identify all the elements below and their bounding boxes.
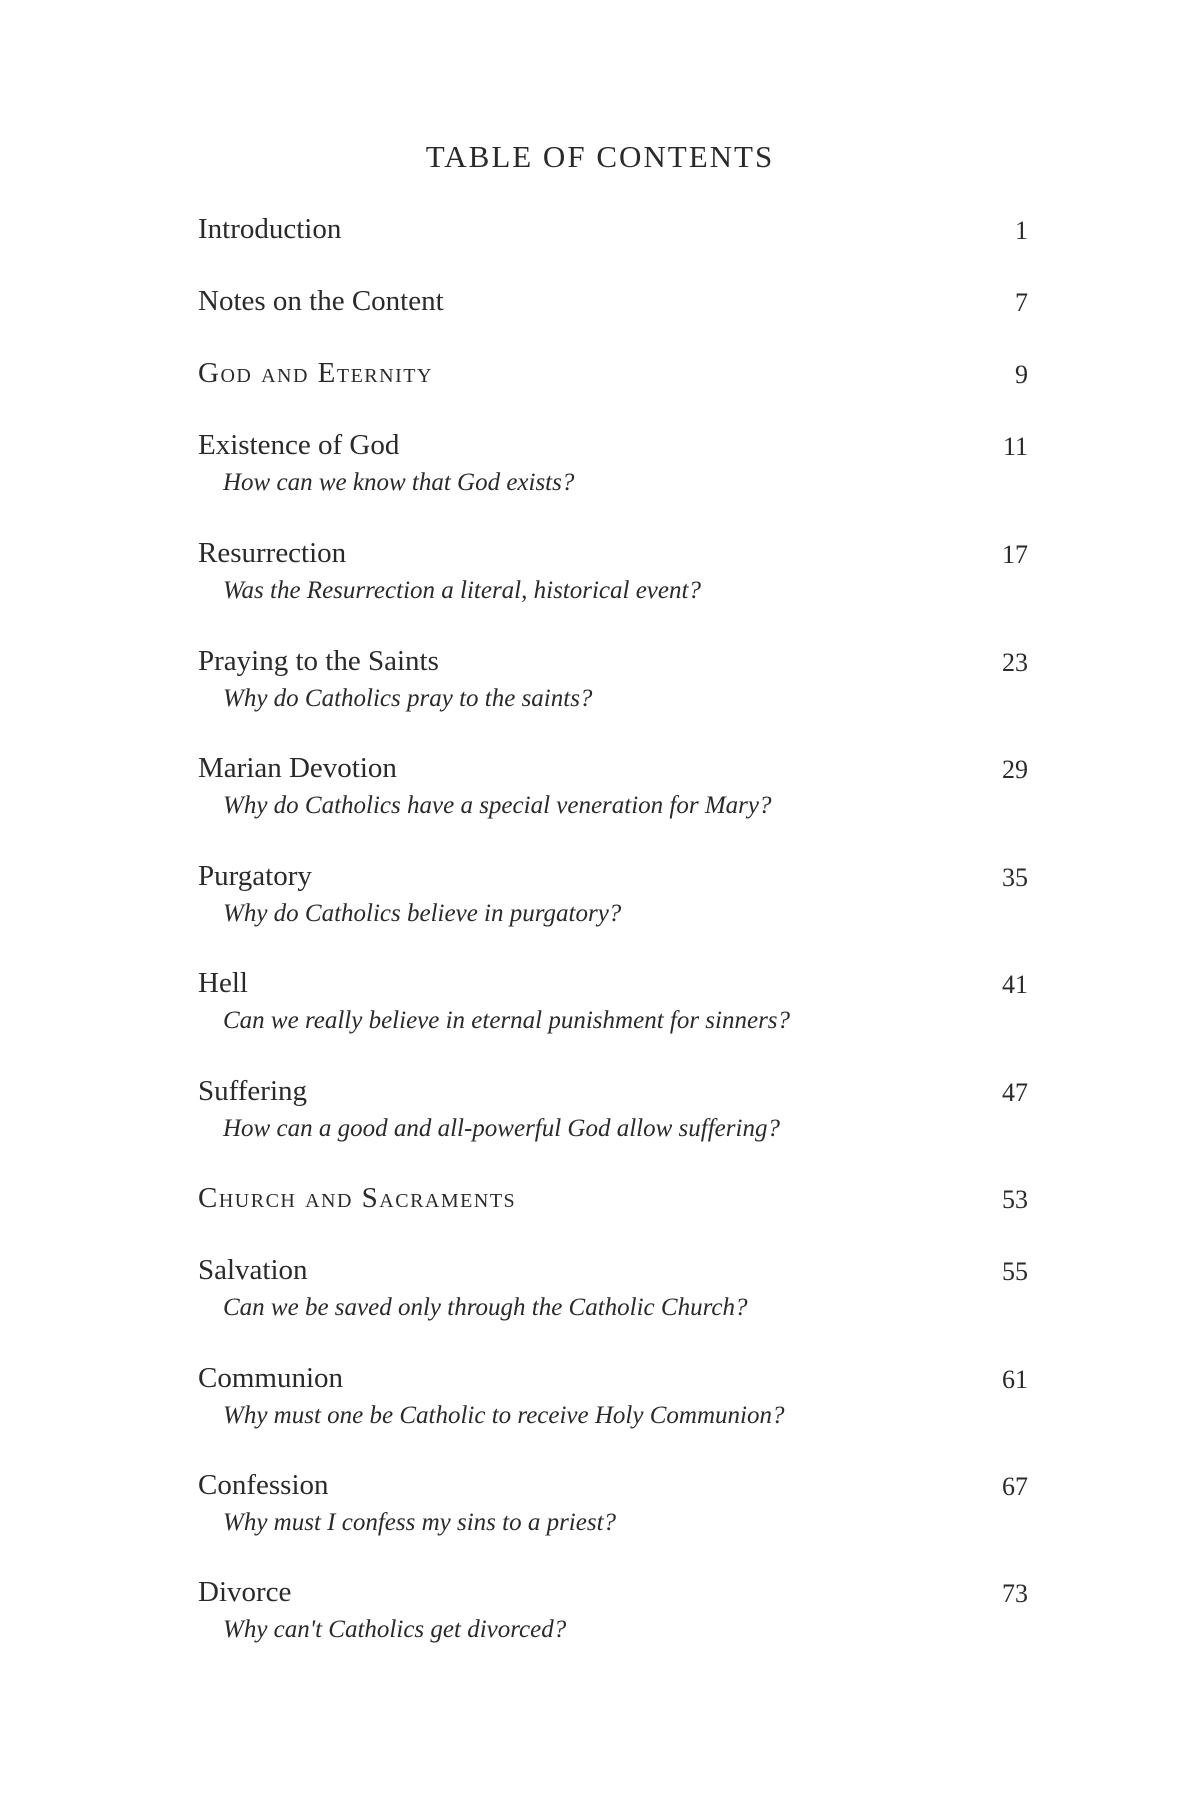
entry-title: Existence of God [198, 429, 400, 461]
entry-title: Purgatory [198, 860, 312, 892]
toc-entry [198, 859, 1028, 929]
entry-page-number: 67 [1002, 1472, 1028, 1501]
toc-entry [198, 1575, 1028, 1645]
entry-page-number: 17 [1002, 540, 1028, 569]
entry-question: Why do Catholics have a special veneration for Mary? [223, 792, 772, 819]
entry-question: Why must I confess my sins to a priest? [223, 1509, 617, 1536]
toc-entry [198, 428, 1028, 498]
entry-page-number: 47 [1002, 1078, 1028, 1107]
toc-section-heading [198, 1181, 1028, 1215]
toc-entry [198, 751, 1028, 821]
entry-question: Can we really believe in eternal punishment for sinners? [223, 1007, 791, 1034]
toc-entry [198, 1253, 1028, 1323]
entry-question: Can we be saved only through the Catholic Church? [223, 1294, 748, 1321]
entry-page-number: 41 [1002, 970, 1028, 999]
entry-question: Why do Catholics pray to the saints? [223, 685, 593, 712]
toc-list [198, 0, 1028, 1800]
entry-question: How can a good and all-powerful God allow suffering? [223, 1115, 780, 1142]
entry-title: Notes on the Content [198, 285, 444, 317]
entry-question: Why must one be Catholic to receive Holy Communion? [223, 1402, 785, 1429]
entry-title: Divorce [198, 1576, 292, 1608]
entry-title: Confession [198, 1469, 329, 1501]
entry-question: Why do Catholics believe in purgatory? [223, 900, 622, 927]
entry-page-number: 1 [1015, 216, 1028, 245]
entry-page-number: 9 [1015, 360, 1028, 389]
entry-question: Was the Resurrection a literal, historical event? [223, 577, 701, 604]
page-title: TABLE OF CONTENTS [425, 139, 775, 174]
toc-entry [198, 536, 1028, 606]
entry-title: Church and Sacraments [198, 1182, 517, 1214]
toc-entry [198, 1468, 1028, 1538]
entry-title: Resurrection [198, 537, 347, 569]
toc-entry [198, 212, 1028, 246]
entry-title: Suffering [198, 1075, 308, 1107]
entry-page-number: 29 [1002, 755, 1028, 784]
entry-title: Salvation [198, 1254, 308, 1286]
toc-entry [198, 644, 1028, 714]
entry-title: Communion [198, 1362, 344, 1394]
entry-page-number: 35 [1002, 863, 1028, 892]
entry-page-number: 7 [1015, 288, 1028, 317]
toc-entry [198, 966, 1028, 1036]
entry-title: Marian Devotion [198, 752, 397, 784]
entry-page-number: 11 [1002, 432, 1028, 461]
entry-question: How can we know that God exists? [223, 469, 575, 496]
entry-title: Introduction [198, 213, 342, 245]
entry-title: God and Eternity [198, 357, 433, 389]
entry-title: Praying to the Saints [198, 645, 439, 677]
toc-entry [198, 284, 1028, 318]
entry-page-number: 61 [1002, 1365, 1028, 1394]
entry-page-number: 55 [1002, 1257, 1028, 1286]
entry-title: Hell [198, 967, 248, 999]
toc-section-heading [198, 356, 1028, 390]
entry-question: Why can't Catholics get divorced? [223, 1616, 567, 1643]
entry-page-number: 53 [1002, 1185, 1028, 1214]
entry-page-number: 73 [1002, 1579, 1028, 1608]
toc-entry [198, 1361, 1028, 1431]
toc-entry [198, 1074, 1028, 1144]
entry-page-number: 23 [1002, 648, 1028, 677]
